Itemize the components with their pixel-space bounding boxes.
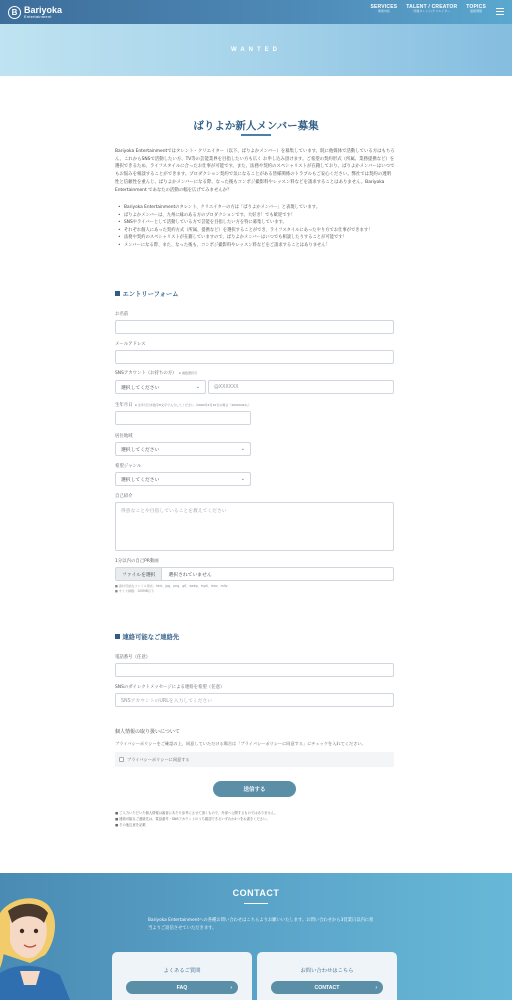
genre-label: 希望ジャンル	[115, 464, 142, 469]
self-intro-textarea[interactable]: 得意なことや目指していることを教えてください	[115, 502, 394, 551]
name-field[interactable]	[115, 320, 394, 334]
privacy-title: 個人情報の取り扱いについて	[115, 729, 180, 735]
chevron-down-icon: ⌄	[195, 384, 200, 390]
nav-item-talent[interactable]: TALENT / CREATOR 所属タレント/クリエイター	[406, 4, 458, 14]
privacy-checkbox-row[interactable]: プライバシーポリシーに同意する	[115, 752, 394, 767]
main-nav	[370, 5, 486, 13]
square-icon	[115, 634, 120, 639]
chevron-right-icon: ›	[230, 984, 232, 991]
submit-button[interactable]: 送信する	[213, 781, 296, 797]
sns-dm-field[interactable]: SNSアカウントのURLを入力してください	[115, 693, 394, 707]
video-label: 1分以内の自己PR動画	[115, 559, 159, 564]
list-item: • メンバーになる際、また、なった後も、コンポジ撮影料やレッスン料などをご請求することはありません！	[118, 242, 398, 250]
site-header	[0, 0, 512, 24]
sns-type-select[interactable]: 選択してください ⌄	[115, 380, 206, 394]
contact-card-label: お問い合わせはこちら	[300, 968, 354, 974]
sns-label: SNSアカウント（お持ちの方） ※ 複数選択可	[115, 371, 197, 376]
hamburger-icon[interactable]	[496, 8, 504, 15]
contact-card	[257, 952, 397, 1000]
hero-banner	[0, 24, 512, 76]
faq-card-label: よくあるご質問	[163, 968, 201, 974]
title-underline	[241, 134, 271, 136]
character-illustration	[0, 893, 80, 1000]
contact-text: Bariyoka Entertainmentへの各種お問い合わせはこちらよりお願いいたします。お問い合わせから3営業日以内に担当よりご返信させていただきます。	[148, 918, 374, 932]
square-icon	[115, 291, 120, 296]
faq-button[interactable]: FAQ ›	[126, 981, 238, 994]
video-file-input[interactable]	[115, 567, 394, 581]
intro-text: Bariyoka Entertainmentではタレント・クリエイター（以下、ばりよかメンバー）を募集しています。既に他媒体で活動している方はもちろん、これからSNSで活動したい方、TV等の芸能業界を目指したい方も広く お申し込み頂けます。ご希望の契約形式（所属、業務提携など）を選択できるため、ライフスタイルに合ったお仕事が可能です。また、法務や契約のスペシャリストが在籍しており、ばりよかメンバーはいつでもお悩みを相談することができます。プロダクション契約で気になることがある皆様関係のトラブルもご安心ください。弊社では契約の透明性と信頼性を重んじ、ばりよかメンバーになる際、なった後もコンポジ撮影料やレッスン料などを請求することはありません。Bariyoka Entertainment であなたの活動の幅を広げてみませんか？	[115, 149, 395, 193]
chevron-right-icon: ›	[375, 984, 377, 991]
nav-item-services[interactable]: SERVICES 事業内容	[370, 4, 398, 14]
contact-info-heading: 連絡可能なご連絡先	[115, 632, 179, 641]
region-label: 居住地域	[115, 434, 133, 439]
contact-button[interactable]: CONTACT ›	[271, 981, 383, 994]
feature-list	[118, 204, 398, 249]
file-select-button[interactable]: ファイルを選択	[116, 568, 162, 580]
entry-form-heading: エントリーフォーム	[115, 289, 179, 298]
list-item: • それぞれ個人にあった契約方式（所属、提携など）を選択することができ、ライフスタイルにあったやり方でお仕事ができます！	[118, 227, 398, 235]
list-item: • 法務や契約のスペシャリストが在籍していますので、ばりよかメンバーはいつでも相談したりすることが可能です！	[118, 234, 398, 242]
list-item: • SNSやライバーとして活動している方で芸能を目指したい方を特に募集しています。	[118, 219, 398, 227]
contact-underline	[244, 903, 268, 904]
sns-dm-label: SNSのダイレクトメッセージによる連絡を希望（任意）	[115, 685, 225, 690]
birth-label: 生年月日 ※ 生年月日を数字8文字で入力してください（2000年4月10日の場合「20000410」）	[115, 403, 252, 408]
chevron-down-icon: ⌄	[240, 446, 245, 452]
logo[interactable]	[8, 6, 62, 19]
sns-account-input[interactable]: @XXXXXX	[208, 380, 394, 394]
contact-title: CONTACT	[232, 888, 280, 898]
genre-select[interactable]: 選択してください ⌄	[115, 472, 251, 486]
page-title: ばりよか新人メンバー募集	[193, 120, 319, 132]
nav-item-topics[interactable]: TOPICS 最新情報	[466, 4, 486, 14]
list-item: • Bariyoka Entertainmentのタレント、クリエイターの方は「ばりよかメンバー」と表現しています。	[118, 204, 398, 212]
privacy-checkbox[interactable]	[119, 757, 124, 762]
pr-label: 自己紹介	[115, 494, 133, 499]
footnotes: ■ ご入力いただいた個人情報は審査にあたり参考にさせて頂くもので、外部へ公開するものではありません。 ■ 連絡可能なご連絡先は、電話番号・SNSアカウントのうち確認できるいずれか1つをお書きください。 ■ その他注意を記載	[115, 811, 278, 827]
phone-field[interactable]	[115, 663, 394, 677]
phone-label: 電話番号（任意）	[115, 655, 151, 660]
list-item: • ばりよかメンバーは、九州に縁のある方のプロダクションです。大好き！でも歓迎です！	[118, 212, 398, 220]
file-notes: ■ 添付可能なファイル形式：heic、jpg、png、gif、webp、mp4、mov、m4v ■ サイズ制限：100MB以下	[115, 584, 228, 593]
hero-title: WANTED	[231, 47, 281, 53]
file-status: 選択されていません	[168, 572, 212, 578]
faq-card	[112, 952, 252, 1000]
chevron-down-icon: ⌄	[240, 476, 245, 482]
logo-name: Bariyoka	[24, 4, 63, 15]
region-select[interactable]: 選択してください ⌄	[115, 442, 251, 456]
logo-sub: Entertainment	[24, 13, 52, 19]
email-field[interactable]	[115, 350, 394, 364]
email-label: メールアドレス	[115, 342, 146, 347]
name-label: お名前	[115, 312, 129, 317]
birthdate-field[interactable]	[115, 411, 251, 425]
privacy-text: プライバシーポリシーをご確認の上、同意していただける場合は「プライバシーポリシーに同意する」にチェックを入れてください。	[115, 741, 366, 746]
logo-mark-icon: B	[8, 6, 21, 19]
